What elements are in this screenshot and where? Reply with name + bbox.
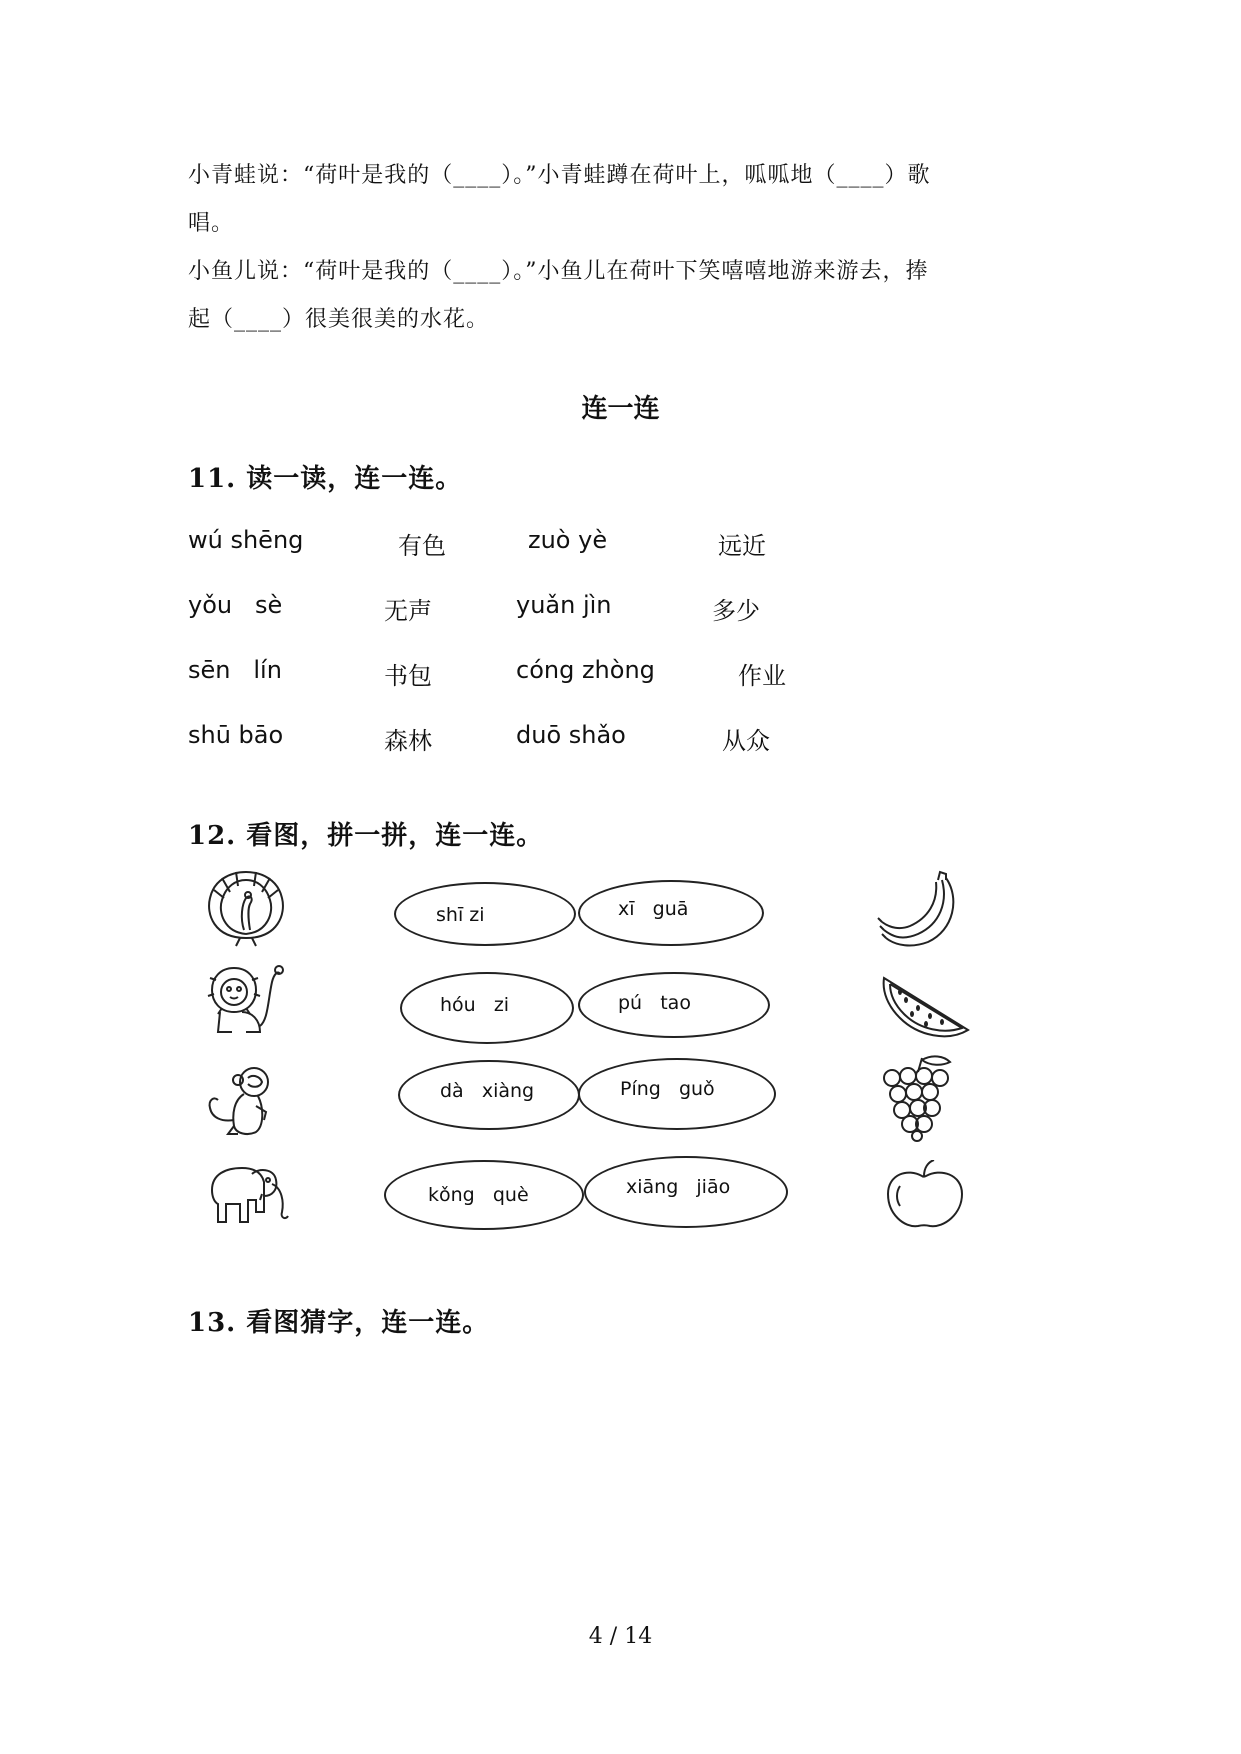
hanzi-item: 无声 [384, 597, 432, 625]
pinyin-oval-label: shī zi [436, 904, 485, 926]
banana-icon [876, 868, 966, 950]
hanzi-item: 森林 [384, 727, 432, 755]
pinyin-item: cóng zhòng [516, 656, 655, 684]
grapes-icon [878, 1052, 958, 1142]
elephant-icon [206, 1160, 294, 1230]
hanzi-item: 远近 [718, 532, 766, 560]
apple-icon [882, 1160, 968, 1232]
pinyin-oval-label: xiāng jiāo [626, 1176, 731, 1198]
passage-line: 唱。 [188, 211, 235, 236]
hanzi-item: 有色 [398, 532, 446, 560]
passage-line: 起（____）很美很美的水花。 [188, 307, 490, 332]
pinyin-item: wú shēng [188, 526, 304, 554]
pinyin-item: yuǎn jìn [516, 591, 612, 619]
peacock-icon [204, 868, 288, 948]
question-12-title: 12. 看图，拼一拼，连一连。 [188, 821, 544, 851]
hanzi-item: 作业 [738, 662, 786, 690]
pinyin-oval-label: kǒng què [428, 1184, 529, 1206]
hanzi-item: 书包 [384, 662, 432, 690]
watermelon-icon [878, 970, 974, 1040]
pinyin-oval-label: hóu zi [440, 994, 510, 1016]
pinyin-oval [578, 972, 770, 1038]
pinyin-oval [384, 1160, 584, 1230]
pinyin-item: yǒu sè [188, 591, 283, 619]
pinyin-item: duō shǎo [516, 721, 626, 749]
pinyin-item: zuò yè [528, 526, 608, 554]
hanzi-item: 从众 [722, 727, 770, 755]
monkey-icon [204, 1064, 288, 1140]
pinyin-oval-label: Píng guǒ [620, 1078, 715, 1100]
question-13-title: 13. 看图猜字，连一连。 [188, 1308, 490, 1338]
pinyin-oval-label: pú tao [618, 992, 691, 1014]
pinyin-oval [394, 882, 576, 946]
passage-line: 小鱼儿说：“荷叶是我的（____）。”小鱼儿在荷叶下笑嘻嘻地游来游去，捧 [188, 259, 929, 284]
pinyin-item: shū bāo [188, 721, 284, 749]
pinyin-oval-label: dà xiàng [440, 1080, 535, 1102]
section-title: 连一连 [581, 394, 660, 424]
pinyin-oval [400, 972, 574, 1044]
passage-line: 小青蛙说：“荷叶是我的（____）。”小青蛙蹲在荷叶上，呱呱地（____）歌 [188, 163, 931, 188]
pinyin-oval [584, 1156, 788, 1228]
pinyin-oval [578, 1058, 776, 1130]
pinyin-item: sēn lín [188, 656, 282, 684]
question-11-title: 11. 读一读，连一连。 [188, 464, 463, 494]
hanzi-item: 多少 [712, 597, 760, 625]
page-number: 4 / 14 [588, 1624, 653, 1649]
pinyin-oval-label: xī guā [618, 898, 689, 920]
lion-icon [206, 960, 286, 1040]
pinyin-oval [398, 1060, 580, 1130]
pinyin-oval [578, 880, 764, 946]
